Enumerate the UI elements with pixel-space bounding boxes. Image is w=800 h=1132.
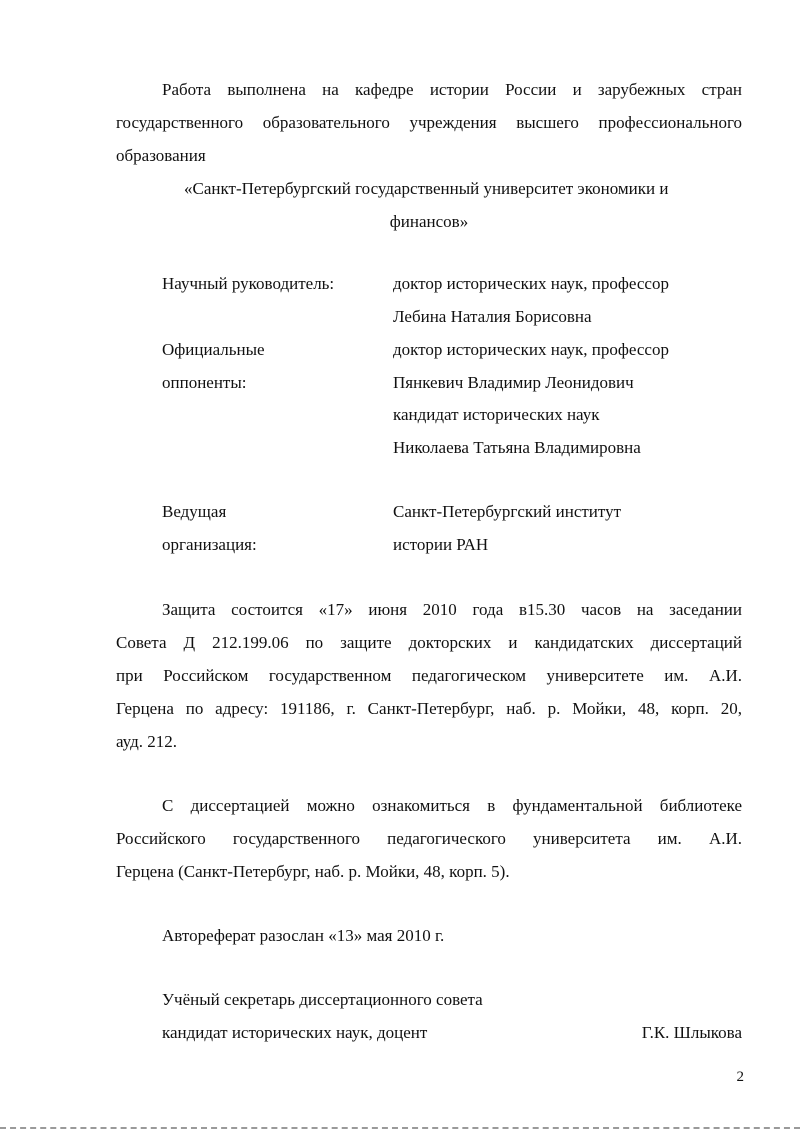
library-line-2: Российского государственного педагогического университета им. А.И. [116, 829, 742, 848]
secretary-title: Учёный секретарь диссертационного совета [162, 990, 483, 1009]
lead-org-line-1: Санкт-Петербургский институт [393, 502, 622, 521]
intro-line-1: Работа выполнена на кафедре истории России и зарубежных стран [162, 80, 742, 99]
page-bottom-edge [0, 1127, 800, 1129]
secretary-degree: кандидат исторических наук, доцент [162, 1023, 428, 1042]
intro-line-2: государственного образовательного учреждения высшего профессионального [116, 113, 742, 132]
library-line-3: Герцена (Санкт-Петербург, наб. р. Мойки, 48, корп. 5). [116, 862, 510, 881]
supervisor-name: Лебина Наталия Борисовна [393, 307, 592, 326]
opponents-label-1: Официальные [162, 340, 265, 359]
defense-line-5: ауд. 212. [116, 732, 178, 751]
defense-line-3: при Российском государственном педагогическом университете им. А.И. [116, 666, 742, 685]
lead-org-line-2: истории РАН [393, 535, 489, 554]
library-line-1: С диссертацией можно ознакомиться в фундаментальной библиотеке [162, 796, 742, 815]
secretary-name: Г.К. Шлыкова [641, 1023, 742, 1042]
lead-org-label-1: Ведущая [162, 502, 227, 521]
abstract-sent-date: Автореферат разослан «13» мая 2010 г. [162, 926, 445, 945]
opponents-label-2: оппоненты: [162, 373, 247, 392]
opponent1-degree: доктор исторических наук, профессор [393, 340, 669, 359]
university-line-2: финансов» [389, 212, 469, 231]
lead-org-label-2: организация: [162, 535, 257, 554]
supervisor-degree: доктор исторических наук, профессор [393, 274, 669, 293]
defense-line-1: Защита состоится «17» июня 2010 года в15.30 часов на заседании [162, 600, 742, 619]
university-line-1: «Санкт-Петербургский государственный университет экономики и [184, 179, 669, 198]
opponent1-name: Пянкевич Владимир Леонидович [393, 373, 634, 392]
defense-line-2: Совета Д 212.199.06 по защите докторских и кандидатских диссертаций [116, 633, 742, 652]
opponent2-degree: кандидат исторических наук [393, 405, 600, 424]
intro-line-3: образования [116, 146, 206, 165]
opponent2-name: Николаева Татьяна Владимировна [393, 438, 641, 457]
defense-line-4: Герцена по адресу: 191186, г. Санкт-Петербург, наб. р. Мойки, 48, корп. 20, [116, 699, 742, 718]
page-number: 2 [736, 1069, 744, 1085]
supervisor-label: Научный руководитель: [162, 274, 335, 293]
